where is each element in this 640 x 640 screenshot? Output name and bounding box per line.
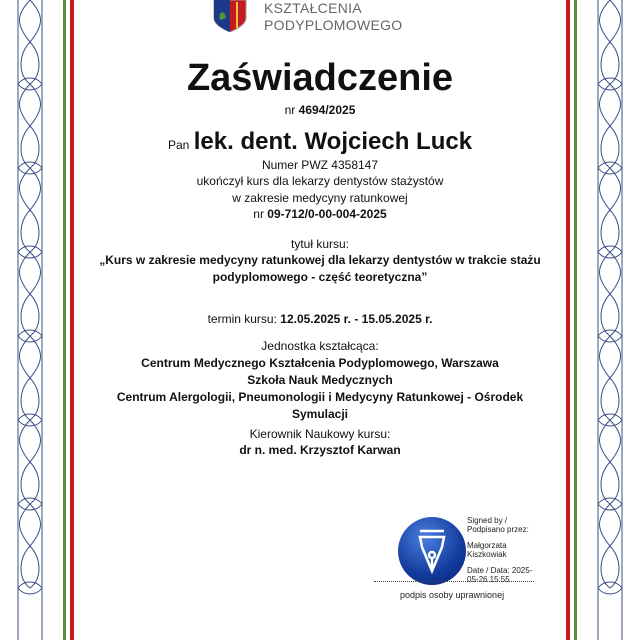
signature-line	[374, 581, 534, 582]
ornament-motif	[18, 504, 42, 594]
green-border-line	[574, 0, 577, 640]
signature-details: Signed by / Podpisano przez: Małgorzata Kiszkowiak Date / Data: 2025- 05-26 15:55	[467, 516, 533, 584]
red-border-line	[70, 0, 74, 640]
ornament-motif	[18, 252, 42, 342]
ornament-motif	[598, 504, 622, 594]
pen-nib-signature-icon	[398, 517, 466, 585]
ornament-motif	[598, 168, 622, 258]
green-border-line	[63, 0, 66, 640]
recipient: Pan lek. dent. Wojciech Luck	[167, 128, 473, 155]
director-label: Kierownik Naukowy kursu:	[249, 427, 391, 441]
ornament-motif	[18, 0, 42, 90]
pwz-number: Numer PWZ 4358147	[261, 158, 379, 172]
document-title: Zaświadczenie	[186, 57, 454, 99]
ornament-motif	[18, 168, 42, 258]
ornament-motif	[18, 336, 42, 426]
logo-text	[264, 0, 402, 34]
ornament-motif	[18, 420, 42, 510]
ornament-motif	[598, 420, 622, 510]
ornament-motif	[598, 252, 622, 342]
ornament-motif	[598, 84, 622, 174]
course-term: termin kursu: 12.05.2025 r. - 15.05.2025 r.	[207, 312, 433, 326]
logo-line: KSZTAŁCENIA	[264, 0, 362, 16]
certificate-number: nr 4694/2025	[284, 103, 356, 117]
red-border-line	[566, 0, 570, 640]
completion-text: w zakresie medycyny ratunkowej	[232, 191, 408, 205]
signature-caption: podpis osoby uprawnionej	[400, 590, 505, 600]
course-title-label: tytuł kursu:	[290, 237, 350, 251]
ornament-motif	[598, 336, 622, 426]
ornamental-border-right	[592, 0, 628, 640]
logo-line: PODYPLOMOWEGO	[264, 17, 403, 33]
recipient-name: lek. dent. Wojciech Luck	[193, 128, 473, 155]
ornamental-border-left	[12, 0, 48, 640]
ornament-motif	[598, 0, 622, 90]
unit-label: Jednostka kształcąca:	[261, 339, 379, 353]
course-number: nr 09-712/0-00-004-2025	[253, 207, 387, 221]
course-title: „Kurs w zakresie medycyny ratunkowej dla lekarzy dentystów w trakcie stażu podyplomowego - część teoretyczna”	[99, 253, 541, 284]
institution-logo-icon	[212, 0, 248, 32]
training-unit: Centrum Medycznego Kształcenia Podyplomowego, Warszawa Szkoła Nauk Medycznych Centrum Alergologii, Pneumonologii i Medycyny Ratunkowej - Ośrodek Symulacji	[116, 356, 524, 421]
director-name: dr n. med. Krzysztof Karwan	[239, 443, 401, 457]
completion-text: ukończył kurs dla lekarzy dentystów stażystów	[196, 174, 444, 188]
ornament-motif	[18, 84, 42, 174]
